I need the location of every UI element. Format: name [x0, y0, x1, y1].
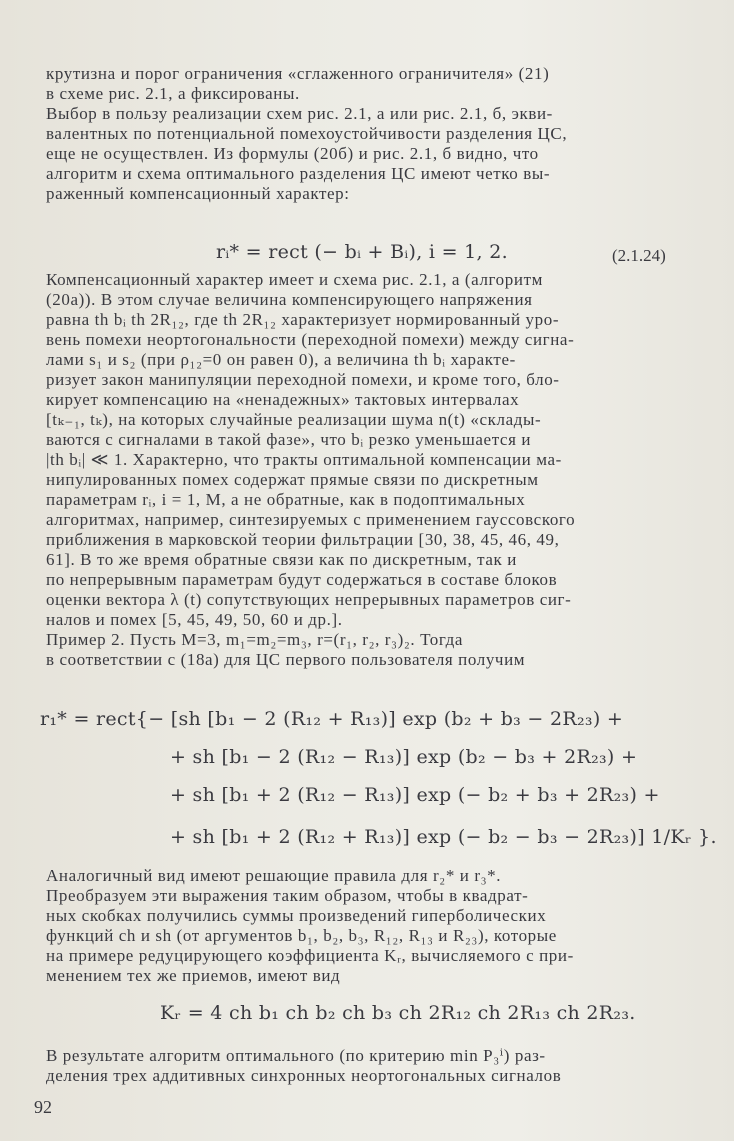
equation-line: r₁* = rect{− [sh [b₁ − 2 (R₁₂ + R₁₃)] exp (b₂ + b₃ − 2R₂₃) + [40, 708, 624, 730]
text-line: приближения в марковской теории фильтрации [30, 38, 45, 46, 49, [46, 530, 560, 549]
paragraph-block-1 [46, 64, 698, 204]
text-line: 61]. В то же время обратные связи как по дискретным, так и [46, 550, 517, 569]
paragraph-block-3 [46, 866, 698, 986]
text-line: по непрерывным параметрам будут содержаться в составе блоков [46, 570, 558, 589]
text-line: ных скобках получились суммы произведений гиперболических [46, 906, 547, 925]
text-line: (20а)). В этом случае величина компенсирующего напряжения [46, 290, 533, 309]
text-line: [tₖ₋₁, tₖ), на которых случайные реализации шума n(t) «склады- [46, 410, 542, 429]
text-line: В результате алгоритм оптимального (по критерию min P₃ⁱ) раз- [46, 1046, 546, 1065]
equation-line: + sh [b₁ + 2 (R₁₂ + R₁₃)] exp (− b₂ − b₃ − 2R₂₃)] 1/Kᵣ }. [170, 826, 717, 848]
text-line: еще не осуществлен. Из формулы (20б) и рис. 2.1, б видно, что [46, 144, 539, 163]
text-line: ваются с сигналами в такой фазе», что bᵢ резко уменьшается и [46, 430, 532, 449]
text-line: алгоритм и схема оптимального разделения ЦС имеют четко вы- [46, 164, 551, 183]
text-line: лами s₁ и s₂ (при ρ₁₂=0 он равен 0), а величина th bᵢ характе- [46, 350, 516, 369]
text-line: параметрам rᵢ, i = 1, M, а не обратные, как в подоптимальных [46, 490, 526, 509]
text-line: раженный компенсационный характер: [46, 184, 350, 203]
text-line: деления трех аддитивных синхронных неортогональных сигналов [46, 1066, 562, 1085]
text-line: алгоритмах, например, синтезируемых с применением гауссовского [46, 510, 576, 529]
equation-number: (2.1.24) [612, 246, 666, 265]
text-line: менением тех же приемов, имеют вид [46, 966, 341, 985]
text-line: налов и помех [5, 45, 49, 50, 60 и др.]. [46, 610, 343, 629]
text-line: ризует закон манипуляции переходной помехи, и кроме того, бло- [46, 370, 560, 389]
text-line: Компенсационный характер имеет и схема рис. 2.1, а (алгоритм [46, 270, 543, 289]
text-line: в соответствии с (18а) для ЦС первого пользователя получим [46, 650, 526, 669]
text-line: вень помехи неортогональности (переходной помехи) между сигна- [46, 330, 575, 349]
page-number: 92 [34, 1097, 52, 1117]
paragraph-block-2 [46, 270, 698, 670]
equation-2-1-24: rᵢ* = rect (− bᵢ + Bᵢ), i = 1, 2. [216, 241, 508, 263]
equation-line: + sh [b₁ − 2 (R₁₂ − R₁₃)] exp (b₂ − b₃ + 2R₂₃) + [170, 746, 638, 768]
text-line: Преобразуем эти выражения таким образом, чтобы в квадрат- [46, 886, 529, 905]
text-line: равна th bᵢ th 2R₁₂, где th 2R₁₂ характеризует нормированный уро- [46, 310, 560, 329]
text-line: крутизна и порог ограничения «сглаженного ограничителя» (21) [46, 64, 550, 83]
text-line: Выбор в пользу реализации схем рис. 2.1, а или рис. 2.1, б, экви- [46, 104, 553, 123]
text-line: оценки вектора λ (t) сопутствующих непрерывных параметров сиг- [46, 590, 572, 609]
text-line: кирует компенсацию на «ненадежных» тактовых интервалах [46, 390, 520, 409]
text-line: на примере редуцирующего коэффициента Kᵣ, вычисляемого с при- [46, 946, 574, 965]
equation-line: + sh [b₁ + 2 (R₁₂ − R₁₃)] exp (− b₂ + b₃ + 2R₂₃) + [170, 784, 660, 806]
text-line: Аналогичный вид имеют решающие правила для r₂* и r₃*. [46, 866, 502, 885]
text-line: нипулированных помех содержат прямые связи по дискретным [46, 470, 539, 489]
text-line: в схеме рис. 2.1, а фиксированы. [46, 84, 300, 103]
text-line: валентных по потенциальной помехоустойчивости разделения ЦС, [46, 124, 568, 143]
text-line: функций ch и sh (от аргументов b₁, b₂, b₃, R₁₂, R₁₃ и R₂₃), которые [46, 926, 557, 945]
equation-kr: Kᵣ = 4 ch b₁ ch b₂ ch b₃ ch 2R₁₂ ch 2R₁₃ ch 2R₂₃. [160, 1002, 636, 1024]
text-line: Пример 2. Пусть M=3, m₁=m₂=m₃, r=(r₁, r₂, r₃)₂. Тогда [46, 630, 463, 649]
text-line: |th bᵢ| ≪ 1. Характерно, что тракты оптимальной компенсации ма- [46, 450, 562, 469]
paragraph-block-4 [46, 1046, 698, 1086]
